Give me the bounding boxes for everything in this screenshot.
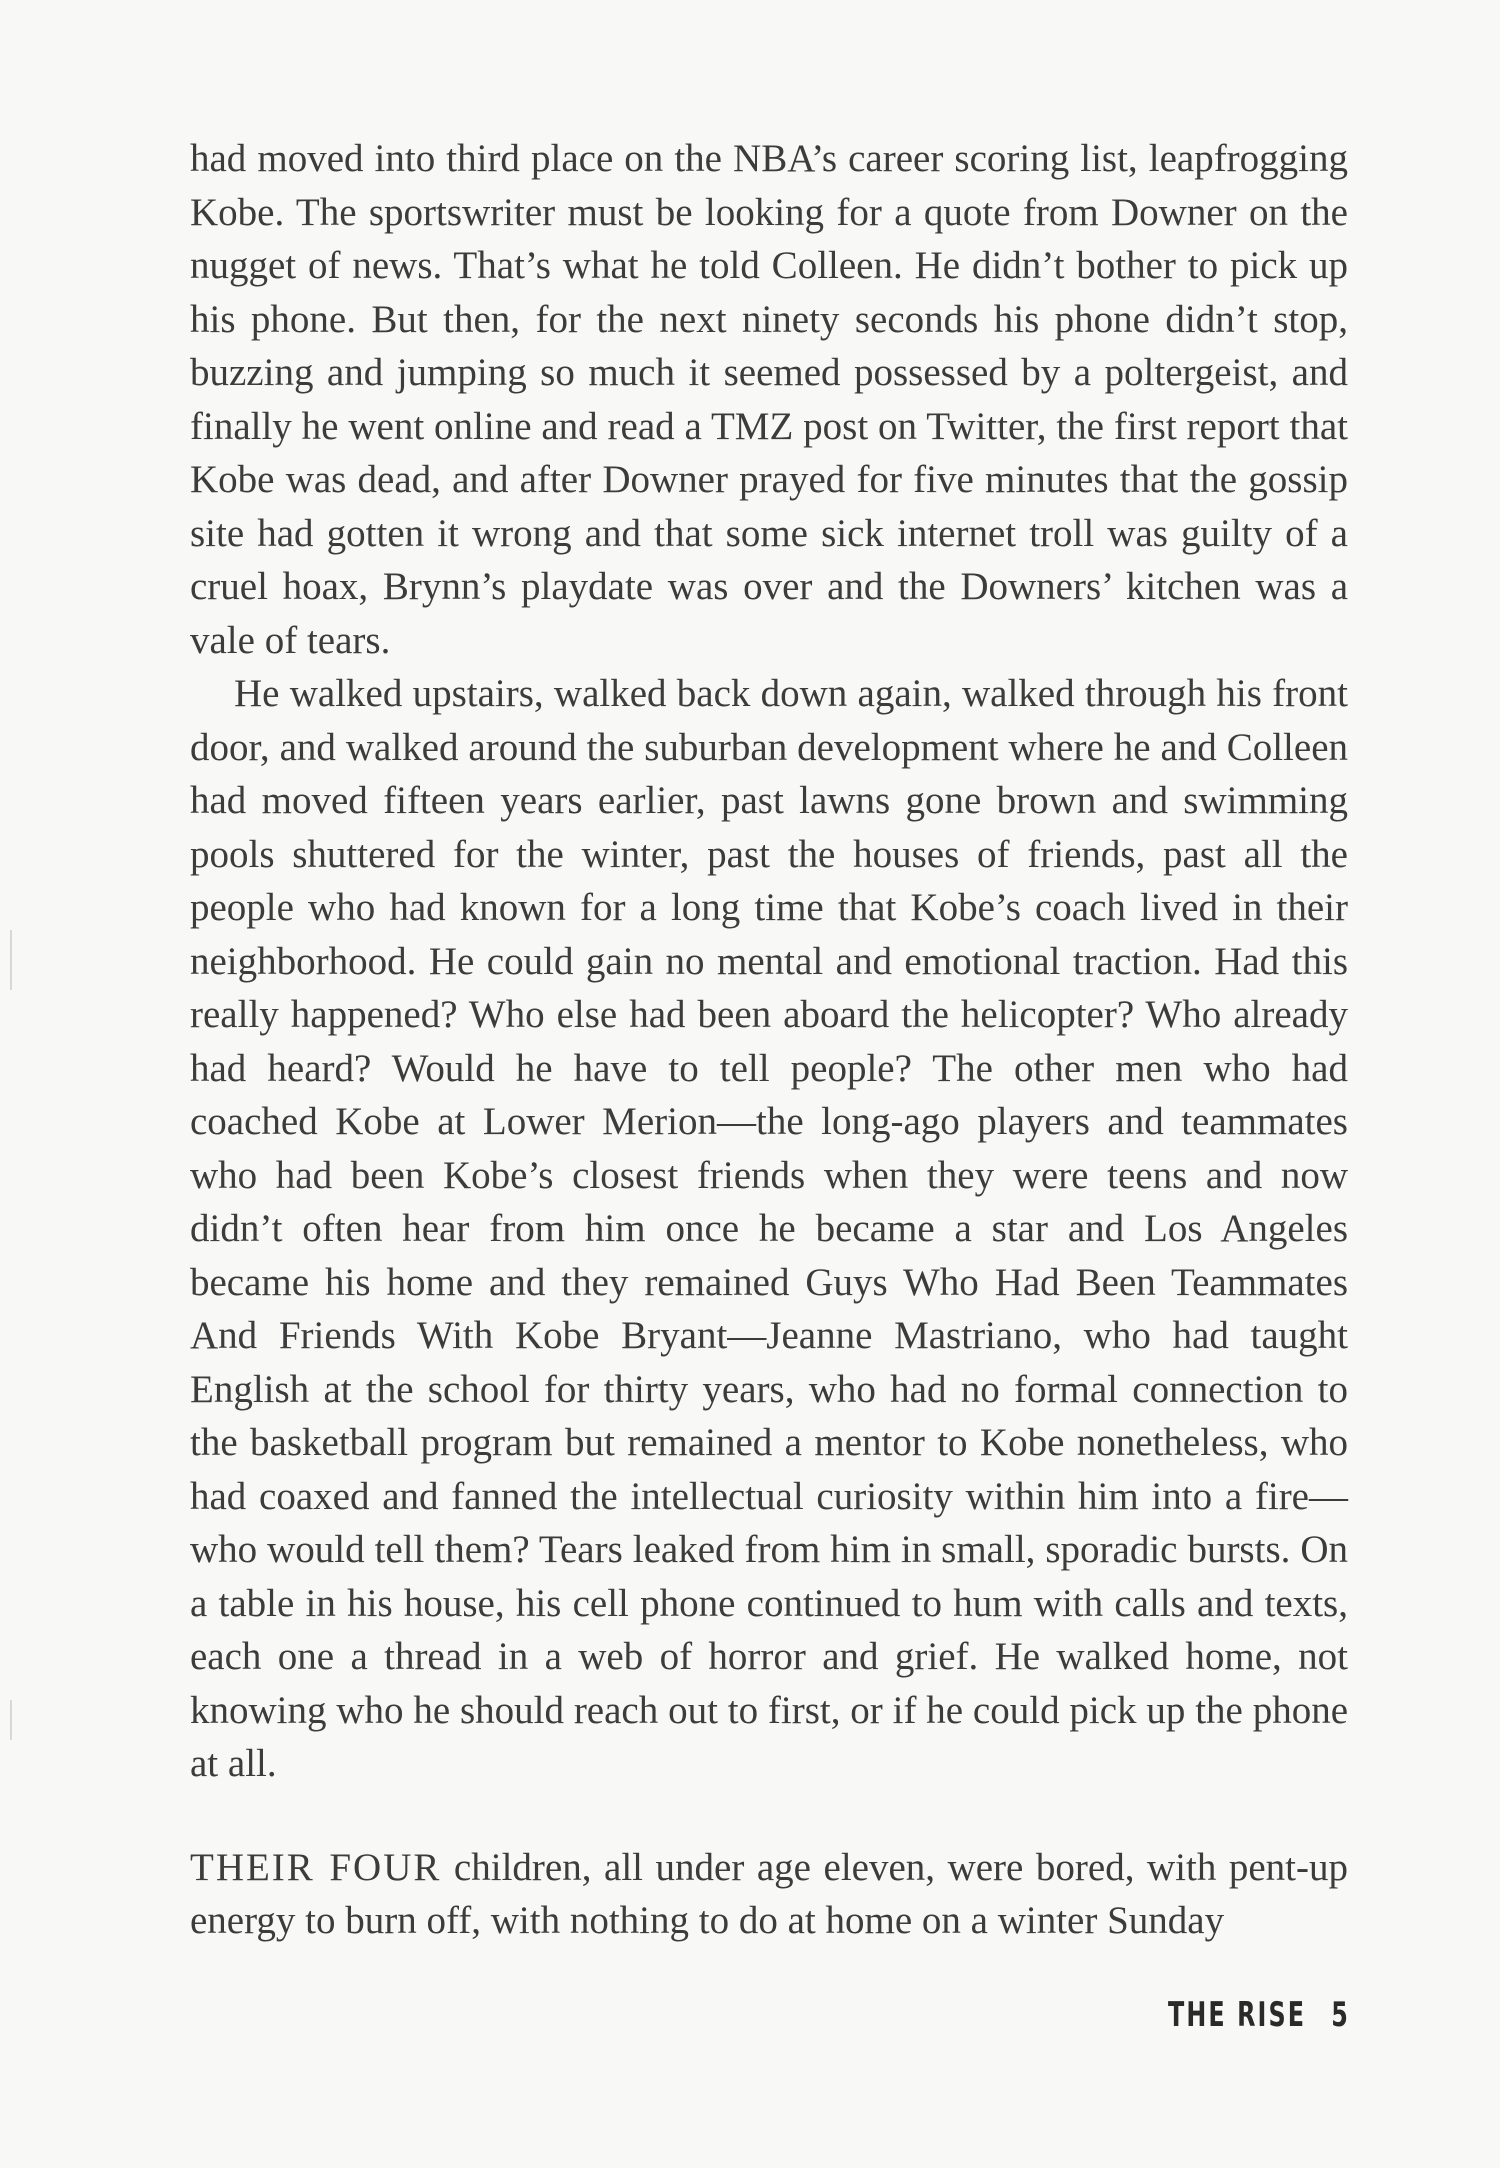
page-edge-mark <box>10 930 12 990</box>
page-number: 5 <box>1331 1995 1350 2035</box>
paragraph-continued: had moved into third place on the NBA’s career scoring list, leapfrogging Kobe. The sportswriter must be looking for a quote from Downer on the nugget of news. That’s what he told Colleen. He didn’t bother to pick up his phone. But then, for the next ninety seconds his phone didn’t stop, buzzing and jumping so much it seemed possessed by a poltergeist, and finally he went online and read a TMZ post on Twitter, the first report that Kobe was dead, and after Downer prayed for five minutes that the gossip site had gotten it wrong and that some sick internet troll was guilty of a cruel hoax, Brynn’s playdate was over and the Downers’ kitchen was a vale of tears. <box>190 137 1348 662</box>
body-text <box>190 132 1348 1948</box>
page-edge-mark <box>10 1700 12 1740</box>
section-opening-paragraph <box>190 1841 1348 1948</box>
page-footer <box>1168 1995 1350 2035</box>
running-head: THE RISE <box>1168 1995 1307 2035</box>
paragraph: He walked upstairs, walked back down again, walked through his front door, and walked around the suburban development where he and Colleen had moved fifteen years earlier, past lawns gone brown and swimming pools shuttered for the winter, past the houses of friends, past all the people who had known for a long time that Kobe’s coach lived in their neighborhood. He could gain no mental and emotional traction. Had this really happened? Who else had been aboard the helicopter? Who already had heard? Would he have to tell people? The other men who had coached Kobe at Lower Merion—the long-ago players and teammates who had been Kobe’s closest friends when they were teens and now didn’t often hear from him once he became a star and Los Angeles became his home and they remained Guys Who Had Been Teammates And Friends With Kobe Bryant—Jeanne Mastriano, who had taught English at the school for thirty years, who had no formal connection to the basketball program but remained a mentor to Kobe nonetheless, who had coaxed and fanned the intellectual curiosity within him into a fire—who would tell them? Tears leaked from him in small, sporadic bursts. On a table in his house, his cell phone continued to hum with calls and texts, each one a thread in a web of horror and grief. He walked home, not knowing who he should reach out to first, or if he could pick up the phone at all. <box>190 672 1348 1785</box>
section-lead-in: THEIR FOUR <box>190 1845 442 1889</box>
section-opening-text: children, all under age eleven, were bored, with pent-up energy to burn off, with nothing to do at home on a winter Sunday <box>190 1845 1349 1942</box>
